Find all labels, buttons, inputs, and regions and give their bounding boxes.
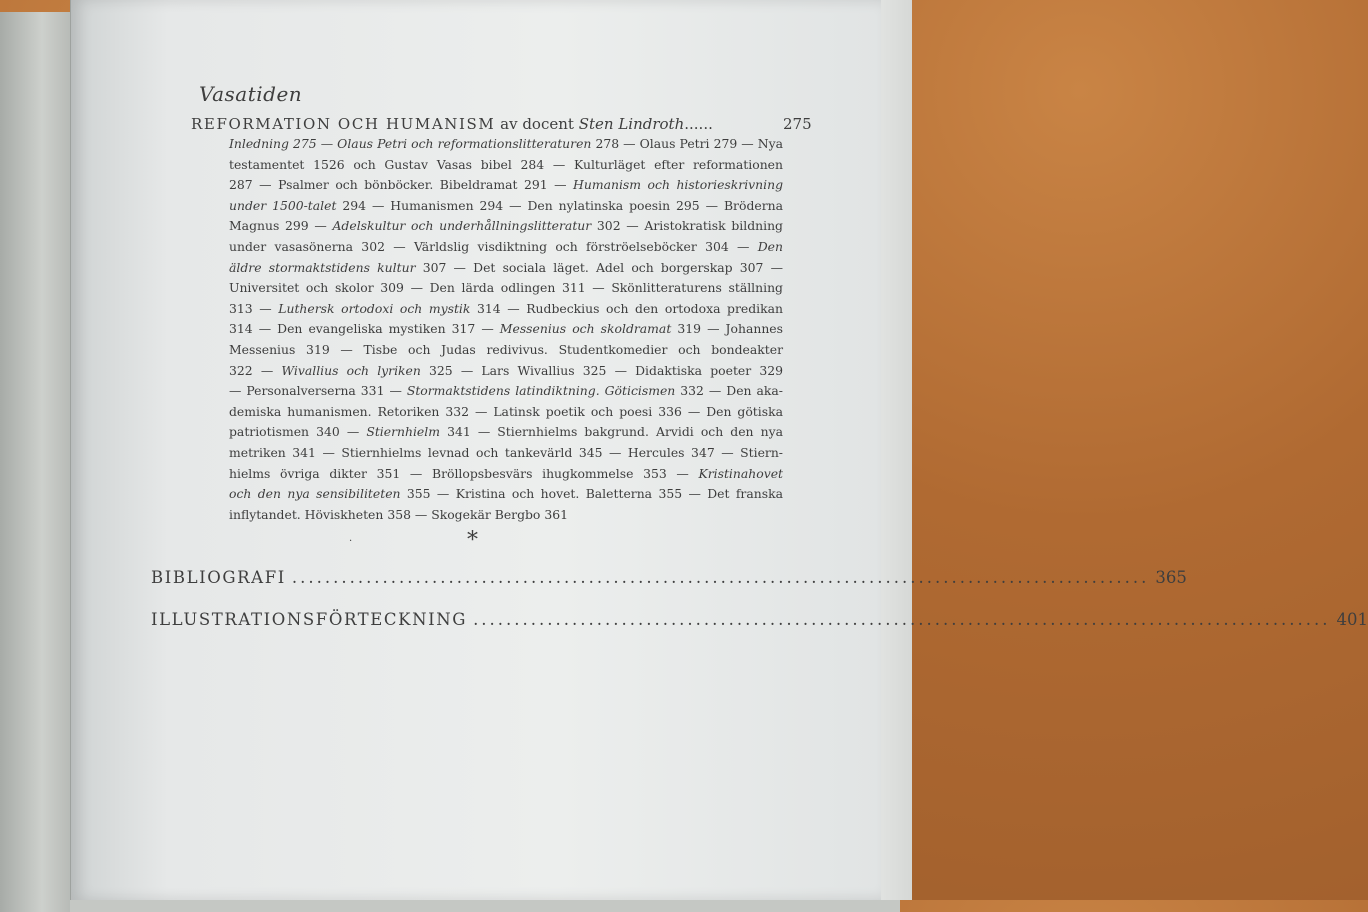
section-title: Vasatiden (199, 82, 303, 106)
summary-line (229, 505, 783, 526)
book-spine (0, 12, 70, 912)
summary-subheading: Wivallius och lyriken (281, 362, 421, 378)
summary-text: testamentet 1526 och Gustav Vasas bibel 284 — Kulturläget efter reformationen (229, 156, 783, 172)
chapter-leader: ...... (684, 115, 713, 133)
toc-entry-page: 365 (1155, 568, 1187, 587)
summary-text: Magnus 299 — (229, 218, 333, 234)
summary-line (229, 237, 783, 258)
summary-subheading: och den nya sensibiliteten (229, 486, 401, 502)
summary-line (229, 319, 783, 340)
summary-line (229, 464, 783, 485)
summary-text: hielms övriga dikter 351 — Bröllopsbesvärs ihugkommelse 353 — (229, 465, 699, 481)
summary-text: 319 — Johannes (671, 321, 783, 337)
summary-text: 314 — Den evangeliska mystiken 317 — (229, 321, 500, 337)
summary-text: 355 — Kristina och hovet. Baletterna 355 — Det franska (400, 486, 783, 502)
summary-text: 287 — Psalmer och bönböcker. Bibeldramat 291 — (229, 177, 574, 193)
summary-text: 332 — Den aka- (675, 383, 783, 399)
summary-line (229, 361, 783, 382)
toc-entry-label: ILLUSTRATIONSFÖRTECKNING (151, 610, 468, 629)
summary-line (229, 278, 783, 299)
summary-subheading: Den (757, 238, 783, 254)
summary-subheading: Stiernhielm (366, 424, 440, 440)
summary-text: patriotismen 340 — (229, 424, 367, 440)
summary-text: 325 — Lars Wivallius 325 — Didaktiska poeter 329 (420, 362, 783, 378)
summary-subheading: Stormaktstidens latindiktning. Göticismen (406, 383, 676, 399)
toc-entry-bibliography[interactable] (151, 568, 1187, 587)
dot-leader: ........................................................................................................ (291, 568, 1150, 587)
summary-text: — Personalverserna 331 — (229, 383, 407, 399)
summary-text: inflytandet. Höviskheten 358 — Skogekär Bergbo 361 (229, 506, 568, 522)
summary-text: 302 — Aristokratisk bildning (591, 218, 783, 234)
chapter-page-number: 275 (783, 115, 812, 133)
chapter-title: REFORMATION OCH HUMANISM (191, 115, 496, 133)
summary-line (229, 216, 783, 237)
stray-mark: . (349, 533, 353, 544)
summary-subheading: under 1500-talet (229, 197, 337, 213)
summary-text: Messenius 319 — Tisbe och Judas redivivus. Studentkomedier och bondeakter (229, 341, 783, 357)
summary-line (229, 340, 783, 361)
book-page (70, 0, 1368, 900)
section-separator: * (467, 528, 478, 553)
summary-text: 278 — Olaus Petri 279 — Nya (591, 136, 783, 151)
summary-line (229, 258, 783, 279)
summary-text: under vasasönerna 302 — Världslig visdiktning och förströelseböcker 304 — (229, 238, 758, 254)
summary-line (229, 443, 783, 464)
summary-subheading: Luthersk ortodoxi och mystik (278, 300, 471, 316)
summary-subheading: Adelskultur och underhållningslitteratur (332, 218, 592, 234)
chapter-author-prefix: av docent (500, 115, 574, 133)
chapter-summary (229, 134, 783, 525)
summary-text: demiska humanismen. Retoriken 332 — Latinsk poetik och poesi 336 — Den götiska (229, 403, 783, 419)
dot-leader: ........................................................................................................ (473, 610, 1331, 629)
summary-text: 307 — Det sociala läget. Adel och borgerskap 307 — (415, 259, 784, 275)
summary-text: Universitet och skolor 309 — Den lärda odlingen 311 — Skönlitteraturens ställning (229, 280, 783, 296)
summary-line (229, 134, 783, 155)
summary-line (229, 155, 783, 176)
summary-subheading: Humanism och historieskrivning (573, 177, 784, 193)
summary-subheading: äldre stormaktstidens kultur (229, 259, 416, 275)
summary-line (229, 484, 783, 505)
table-of-contents (71, 0, 1368, 900)
summary-text: 314 — Rudbeckius och den ortodoxa predikan (470, 300, 783, 316)
summary-line (229, 175, 783, 196)
summary-line (229, 299, 783, 320)
summary-subheading: Messenius och skoldramat (499, 321, 672, 337)
summary-text: 341 — Stiernhielms bakgrund. Arvidi och den nya (439, 424, 783, 440)
summary-text: metriken 341 — Stiernhielms levnad och tankevärld 345 — Hercules 347 — Stiern- (229, 444, 783, 460)
summary-text: 313 — (229, 300, 279, 316)
summary-line (229, 422, 783, 443)
toc-entry-label: BIBLIOGRAFI (151, 568, 286, 587)
summary-line (229, 381, 783, 402)
summary-subheading: Kristinahovet (698, 465, 783, 481)
summary-line (229, 196, 783, 217)
toc-entry-page: 401 (1336, 610, 1368, 629)
chapter-heading (191, 115, 811, 133)
summary-text: 322 — (229, 362, 282, 378)
chapter-author: Sten Lindroth (578, 115, 685, 133)
toc-entry-illustrations[interactable] (151, 610, 1368, 629)
summary-text: 294 — Humanismen 294 — Den nylatinska poesin 295 — Bröderna (336, 197, 783, 213)
summary-subheading: Inledning 275 — Olaus Petri och reformationslitteraturen (229, 136, 592, 151)
summary-line (229, 402, 783, 423)
